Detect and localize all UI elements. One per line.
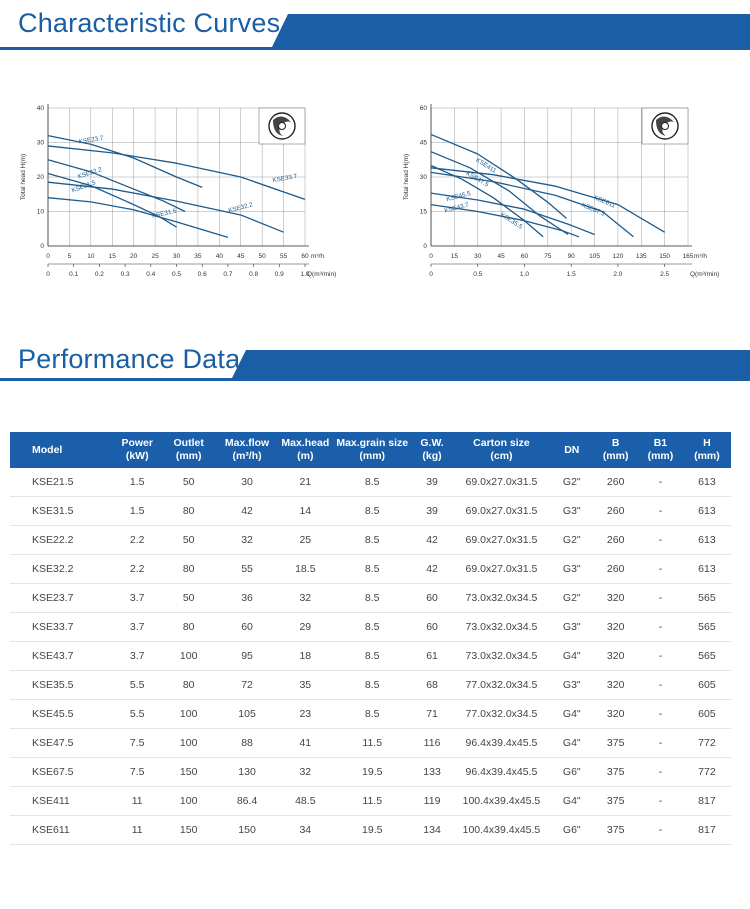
table-row	[10, 642, 731, 671]
table-cell: 60	[412, 613, 453, 642]
table-row	[10, 497, 731, 526]
table-cell: 375	[593, 816, 638, 845]
table-cell: 80	[161, 555, 217, 584]
table-cell: 105	[216, 700, 277, 729]
x-tick-label: 120	[612, 253, 624, 260]
table-cell: -	[638, 613, 683, 642]
table-header-cell	[683, 432, 731, 468]
header-text: DN	[564, 443, 580, 456]
table-cell: 61	[412, 642, 453, 671]
y-tick-label: 0	[40, 243, 44, 250]
table-cell: 260	[593, 526, 638, 555]
table-cell: -	[638, 758, 683, 787]
table-cell: 32	[278, 584, 333, 613]
table-cell: 5.5	[113, 671, 160, 700]
x-tick-label: 60	[520, 253, 529, 260]
table-cell: 86.4	[216, 787, 277, 816]
x-tick-label: 20	[130, 253, 138, 260]
header-text: H	[703, 437, 711, 449]
table-cell: G4"	[550, 729, 593, 758]
table-cell: G2"	[550, 468, 593, 497]
table-cell: -	[638, 555, 683, 584]
icon-hub	[279, 123, 286, 130]
table-cell: 71	[412, 700, 453, 729]
table-cell: 133	[412, 758, 453, 787]
table-cell: 375	[593, 758, 638, 787]
header-text: Max.grain size	[336, 437, 409, 449]
x-tick-label: 60	[301, 253, 309, 260]
x2-tick-label: 0.9	[274, 271, 284, 278]
table-cell: 8.5	[333, 671, 412, 700]
table-cell: 11	[113, 787, 160, 816]
table-cell: 565	[683, 584, 731, 613]
table-cell: G3"	[550, 555, 593, 584]
table-cell: 69.0x27.0x31.5	[453, 555, 551, 584]
x2-tick-label: 0.5	[473, 271, 483, 278]
table-cell: G3"	[550, 671, 593, 700]
table-cell: G4"	[550, 642, 593, 671]
header-text: (mm)	[647, 450, 674, 462]
table-cell: -	[638, 468, 683, 497]
table-cell: 817	[683, 787, 731, 816]
header-text: Model	[32, 443, 63, 456]
table-cell: G3"	[550, 613, 593, 642]
header-text: (kW)	[125, 450, 149, 462]
table-cell: G2"	[550, 526, 593, 555]
table-cell: 320	[593, 700, 638, 729]
table-cell: KSE43.7	[10, 642, 113, 671]
table-cell: 34	[278, 816, 333, 845]
table-cell: KSE23.7	[10, 584, 113, 613]
series-label: KSE67.5	[580, 201, 606, 218]
table-header-cell	[278, 432, 333, 468]
table-cell: KSE21.5	[10, 468, 113, 497]
table-cell: 95	[216, 642, 277, 671]
table-cell: 100	[161, 700, 217, 729]
table-cell: KSE35.5	[10, 671, 113, 700]
table-cell: 36	[216, 584, 277, 613]
table-cell: G6"	[550, 816, 593, 845]
table-cell: 23	[278, 700, 333, 729]
icon-hub	[662, 123, 669, 130]
table-header-cell	[412, 432, 453, 468]
table-cell: 50	[161, 468, 217, 497]
table-cell: 8.5	[333, 526, 412, 555]
table-cell: 375	[593, 729, 638, 758]
header-text: B1	[653, 437, 668, 449]
characteristic-chart-2	[398, 100, 728, 285]
x2-tick-label: 0.8	[249, 271, 259, 278]
x-tick-label: 30	[474, 253, 482, 260]
table-row	[10, 468, 731, 497]
x2-tick-label: 2.5	[660, 271, 670, 278]
table-cell: 11.5	[333, 787, 412, 816]
table-cell: 119	[412, 787, 453, 816]
x2-tick-label: 1.5	[566, 271, 576, 278]
table-cell: KSE31.5	[10, 497, 113, 526]
section-banner-curves	[0, 0, 750, 52]
x-tick-label: 40	[215, 253, 223, 260]
table-cell: 100	[161, 787, 217, 816]
x2-tick-label: 0.5	[171, 271, 182, 278]
table-cell: 100	[161, 729, 217, 758]
table-cell: 772	[683, 729, 731, 758]
table-cell: 130	[216, 758, 277, 787]
table-cell: 100	[161, 642, 217, 671]
table-cell: 73.0x32.0x34.5	[453, 613, 551, 642]
x2-axis-unit-label: Q(m³/min)	[690, 271, 720, 278]
table-cell: 8.5	[333, 497, 412, 526]
x2-tick-label: 0.7	[223, 271, 233, 278]
series-label: KSE23.7	[78, 134, 104, 146]
table-cell: 320	[593, 642, 638, 671]
table-row	[10, 816, 731, 845]
table-cell: 50	[161, 526, 217, 555]
series-label: KSE611	[592, 194, 617, 210]
x-tick-label: 0	[46, 253, 50, 260]
header-text: G.W.	[420, 437, 444, 449]
y-tick-label: 30	[419, 174, 427, 181]
table-cell: 88	[216, 729, 277, 758]
table-cell: 1.5	[113, 497, 160, 526]
header-text: (mm)	[175, 450, 202, 462]
header-text: (m³/h)	[232, 450, 262, 462]
table-cell: 35	[278, 671, 333, 700]
table-cell: 18.5	[278, 555, 333, 584]
table-cell: -	[638, 787, 683, 816]
table-cell: 32	[278, 758, 333, 787]
y-axis-label: Total head H(m)	[403, 153, 410, 201]
table-cell: 96.4x39.4x45.5	[453, 758, 551, 787]
table-cell: 260	[593, 555, 638, 584]
table-cell: 100.4x39.4x45.5	[453, 787, 551, 816]
table-cell: KSE45.5	[10, 700, 113, 729]
table-cell: 73.0x32.0x34.5	[453, 584, 551, 613]
y-tick-label: 0	[423, 243, 427, 250]
x-tick-label: 0	[429, 253, 433, 260]
table-cell: 25	[278, 526, 333, 555]
table-cell: KSE67.5	[10, 758, 113, 787]
x-tick-label: 55	[279, 253, 288, 260]
table-cell: 42	[412, 526, 453, 555]
table-cell: 68	[412, 671, 453, 700]
x-tick-label: 25	[151, 253, 159, 260]
table-cell: KSE22.2	[10, 526, 113, 555]
table-cell: 77.0x32.0x34.5	[453, 671, 551, 700]
y-tick-label: 20	[36, 174, 44, 181]
table-cell: 8.5	[333, 468, 412, 497]
table-cell: 613	[683, 468, 731, 497]
header-text: Max.flow	[224, 437, 270, 449]
table-cell: 8.5	[333, 613, 412, 642]
table-cell: 11	[113, 816, 160, 845]
table-cell: 5.5	[113, 700, 160, 729]
table-cell: 320	[593, 584, 638, 613]
table-cell: 150	[161, 816, 217, 845]
x-tick-label: 45	[237, 253, 245, 260]
series-label: KSE22.2	[77, 166, 103, 181]
header-text: (mm)	[602, 450, 629, 462]
y-tick-label: 40	[36, 105, 44, 112]
table-cell: -	[638, 671, 683, 700]
x2-tick-label: 1.0	[519, 271, 529, 278]
series-label: KSE411	[474, 156, 498, 175]
table-cell: G2"	[550, 584, 593, 613]
table-cell: 60	[412, 584, 453, 613]
table-cell: 19.5	[333, 758, 412, 787]
table-header-cell	[453, 432, 551, 468]
x-tick-label: 50	[258, 253, 266, 260]
y-tick-label: 10	[36, 208, 44, 216]
table-cell: G4"	[550, 700, 593, 729]
table-cell: 77.0x32.0x34.5	[453, 700, 551, 729]
x-tick-label: 45	[497, 253, 505, 260]
series-label: KSE31.5	[151, 207, 178, 220]
series-label: KSE32.2	[227, 201, 254, 215]
x-tick-label: 75	[544, 253, 552, 260]
table-cell: 100.4x39.4x45.5	[453, 816, 551, 845]
x2-tick-label: 0.4	[146, 271, 156, 278]
table-cell: -	[638, 700, 683, 729]
series-label: KSE33.7	[272, 172, 298, 185]
table-cell: G6"	[550, 758, 593, 787]
table-cell: 32	[216, 526, 277, 555]
x-axis-unit-label: m³/h	[311, 253, 324, 260]
table-row	[10, 700, 731, 729]
table-row	[10, 787, 731, 816]
x-tick-label: 165	[682, 253, 694, 260]
table-cell: 69.0x27.0x31.5	[453, 526, 551, 555]
table-cell: 565	[683, 642, 731, 671]
table-cell: 73.0x32.0x34.5	[453, 642, 551, 671]
table-cell: 3.7	[113, 642, 160, 671]
table-cell: 69.0x27.0x31.5	[453, 497, 551, 526]
table-cell: 8.5	[333, 642, 412, 671]
table-cell: 42	[412, 555, 453, 584]
x2-tick-label: 0.6	[197, 271, 207, 278]
table-row	[10, 758, 731, 787]
x2-tick-label: 1.0	[300, 271, 310, 278]
table-cell: 8.5	[333, 700, 412, 729]
table-cell: 116	[412, 729, 453, 758]
table-cell: -	[638, 526, 683, 555]
header-text: Max.head	[281, 437, 330, 449]
table-cell: KSE411	[10, 787, 113, 816]
table-cell: 69.0x27.0x31.5	[453, 468, 551, 497]
table-cell: 150	[161, 758, 217, 787]
characteristic-chart-1	[15, 100, 355, 285]
table-cell: 260	[593, 468, 638, 497]
section-title-curves: Characteristic Curves	[18, 8, 281, 38]
x-tick-label: 30	[172, 253, 181, 260]
table-cell: KSE47.5	[10, 729, 113, 758]
table-cell: G4"	[550, 787, 593, 816]
table-cell: 320	[593, 613, 638, 642]
table-cell: 817	[683, 816, 731, 845]
y-tick-label: 15	[419, 208, 427, 216]
table-cell: 3.7	[113, 584, 160, 613]
header-text: (cm)	[490, 450, 513, 462]
y-tick-label: 45	[419, 139, 427, 147]
table-cell: G3"	[550, 497, 593, 526]
x-tick-label: 5	[67, 253, 72, 260]
y-tick-label: 60	[419, 105, 427, 112]
header-text: (mm)	[694, 450, 720, 462]
table-row	[10, 613, 731, 642]
table-cell: 29	[278, 613, 333, 642]
series-line-KSE22.2	[48, 160, 185, 212]
x-tick-label: 15	[450, 253, 458, 260]
table-row	[10, 555, 731, 584]
table-cell: 150	[216, 816, 277, 845]
table-cell: 19.5	[333, 816, 412, 845]
y-tick-label: 30	[36, 139, 44, 147]
x-tick-label: 15	[108, 253, 116, 260]
table-header-cell	[333, 432, 412, 468]
table-cell: 613	[683, 555, 731, 584]
x2-tick-label: 0	[46, 271, 50, 278]
x2-tick-label: 0	[429, 271, 433, 278]
table-cell: 8.5	[333, 584, 412, 613]
table-cell: 1.5	[113, 468, 160, 497]
performance-table	[10, 432, 731, 845]
table-cell: 613	[683, 497, 731, 526]
table-cell: 605	[683, 700, 731, 729]
table-cell: 80	[161, 497, 217, 526]
table-cell: 39	[412, 497, 453, 526]
section-banner-performance	[0, 344, 750, 396]
table-cell: 260	[593, 497, 638, 526]
table-cell: -	[638, 642, 683, 671]
x-tick-label: 105	[589, 253, 600, 260]
table-cell: 565	[683, 613, 731, 642]
table-cell: 41	[278, 729, 333, 758]
series-label: KSE43.7	[443, 201, 470, 215]
x2-tick-label: 2.0	[613, 271, 623, 278]
table-header-cell	[113, 432, 160, 468]
table-cell: 80	[161, 671, 217, 700]
table-cell: -	[638, 497, 683, 526]
header-text: (m)	[297, 450, 314, 462]
pump-impeller-icon	[259, 108, 305, 144]
table-cell: 96.4x39.4x45.5	[453, 729, 551, 758]
x2-tick-label: 0.1	[69, 271, 79, 278]
x-tick-label: 10	[87, 253, 95, 260]
table-cell: 2.2	[113, 526, 160, 555]
x-tick-label: 35	[194, 253, 202, 260]
table-cell: 55	[216, 555, 277, 584]
header-text: B	[611, 437, 620, 449]
table-cell: 80	[161, 613, 217, 642]
table-cell: 50	[161, 584, 217, 613]
table-cell: 30	[216, 468, 277, 497]
header-text: (kg)	[422, 450, 442, 462]
table-cell: 613	[683, 526, 731, 555]
table-cell: 48.5	[278, 787, 333, 816]
table-header-row	[10, 432, 731, 468]
table-cell: KSE611	[10, 816, 113, 845]
table-header-cell	[593, 432, 638, 468]
table-cell: 18	[278, 642, 333, 671]
table-cell: -	[638, 729, 683, 758]
table-cell: 8.5	[333, 555, 412, 584]
table-cell: 42	[216, 497, 277, 526]
x-axis-unit-label: m³/h	[694, 253, 707, 260]
table-cell: 7.5	[113, 758, 160, 787]
table-cell: 11.5	[333, 729, 412, 758]
table-cell: 772	[683, 758, 731, 787]
table-cell: 375	[593, 787, 638, 816]
header-text: Outlet	[173, 437, 204, 449]
x2-tick-label: 0.3	[120, 271, 130, 278]
table-cell: 7.5	[113, 729, 160, 758]
series-label: KSE45.5	[445, 189, 472, 204]
y-axis-label: Total head H(m)	[20, 153, 27, 201]
series-label: KSE21.5	[70, 179, 97, 195]
table-header-cell	[550, 432, 593, 468]
table-cell: KSE32.2	[10, 555, 113, 584]
x-tick-label: 135	[635, 253, 647, 260]
table-header-cell	[216, 432, 277, 468]
table-cell: 605	[683, 671, 731, 700]
table-cell: 14	[278, 497, 333, 526]
series-label: KSE47.5	[464, 170, 490, 189]
table-row	[10, 526, 731, 555]
x2-axis-unit-label: Q(m³/min)	[307, 271, 337, 278]
table-header-cell	[161, 432, 217, 468]
table-row	[10, 729, 731, 758]
table-cell: -	[638, 816, 683, 845]
table-cell: 320	[593, 671, 638, 700]
header-text: (mm)	[359, 450, 386, 462]
table-cell: 39	[412, 468, 453, 497]
table-header-cell	[10, 432, 113, 468]
table-cell: -	[638, 584, 683, 613]
table-row	[10, 671, 731, 700]
table-cell: 72	[216, 671, 277, 700]
x-tick-label: 90	[567, 253, 575, 260]
table-header-cell	[638, 432, 683, 468]
x-tick-label: 150	[659, 253, 671, 260]
table-cell: KSE33.7	[10, 613, 113, 642]
section-title-performance: Performance Data	[18, 344, 241, 374]
table-cell: 134	[412, 816, 453, 845]
header-text: Carton size	[473, 437, 530, 449]
table-cell: 3.7	[113, 613, 160, 642]
table-cell: 2.2	[113, 555, 160, 584]
series-label: KSE35.5	[498, 211, 524, 231]
header-text: Power	[121, 437, 153, 449]
series-line-KSE31.5	[48, 198, 228, 238]
table-cell: 21	[278, 468, 333, 497]
x2-tick-label: 0.2	[94, 271, 104, 278]
pump-impeller-icon	[642, 108, 688, 144]
table-row	[10, 584, 731, 613]
table-cell: 60	[216, 613, 277, 642]
